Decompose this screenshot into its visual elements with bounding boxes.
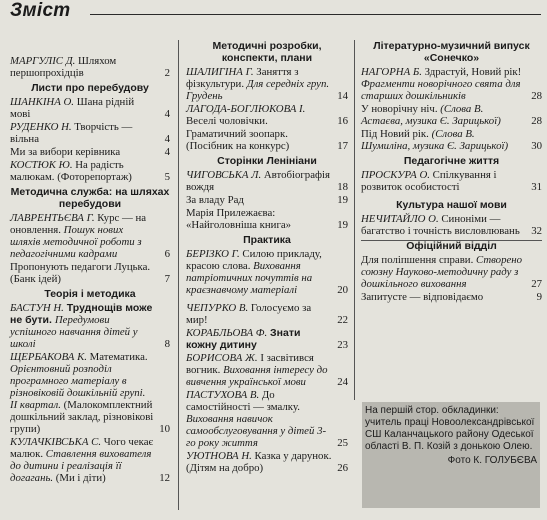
toc-entry[interactable]: ЩЕРБАКОВА К. Математика. Орієнтовний розподіл програмного матеріалу в різновіковій дошкільній групі. II квартал. (Малокомплектний дошкільний заклад, різновікові групи) 10 [10, 351, 170, 435]
toc-entry[interactable]: За владу Рад 19 [186, 194, 348, 206]
column-1 [10, 40, 170, 485]
toc-entry[interactable]: Ми за вибори керівника 4 [10, 146, 170, 158]
toc-entry[interactable]: Пропонують педагоги Луцька. (Банк ідей) 7 [10, 261, 170, 285]
toc-entry[interactable]: У новорічну ніч. (Слова В. Астаєва, музика Є. Зарицької) 28 [361, 103, 542, 127]
column-divider [354, 40, 355, 400]
section-heading: Практика [243, 234, 291, 246]
column-3 [361, 40, 542, 304]
toc-entry[interactable]: ШАЛИГІНА Г. Заняття з фізкультури. Для середніх груп. Грудень 14 [186, 66, 348, 102]
toc-entry[interactable]: БОРИСОВА Ж. І засвітився вогник. Виховання інтересу до вивчення української мови 24 [186, 352, 348, 388]
column-2 [186, 40, 348, 475]
section-heading: Літературно-музичний випуск «Сонечко» [373, 40, 530, 64]
page-number: 28 [531, 115, 542, 127]
page-number: 18 [337, 181, 348, 193]
cover-caption-box [362, 402, 540, 508]
page-number: 17 [337, 140, 348, 152]
page-number: 9 [536, 291, 542, 303]
section-heading: Педагогічне життя [403, 155, 500, 167]
section-heading: Листи про перебудову [31, 82, 149, 94]
toc-entry[interactable]: ЛАВРЕНТЬЄВА Г. Курс — на оновлення. Пошук нових шляхів методичної роботи з педагогічними кадрами 6 [10, 212, 170, 260]
page-number: 19 [337, 219, 348, 231]
page-number: 12 [159, 472, 170, 484]
toc-entry[interactable]: КУЛАЧКІВСЬКА С. Чого чекає малюк. Ставлення вихователя до дитини і реалізація її догагань. (Ми і діти) 12 [10, 436, 170, 484]
toc-entry[interactable]: Під Новий рік. (Слова В. Шумиліна, музика Є. Зарицької) 30 [361, 128, 542, 152]
page-number: 20 [337, 284, 348, 296]
page-number: 4 [164, 133, 170, 145]
page-number: 8 [164, 338, 170, 350]
toc-entry[interactable]: Запитусте — відповідаємо 9 [361, 291, 542, 303]
toc-entry[interactable]: Граматичний зоопарк. (Посібник на конкурс) 17 [186, 128, 348, 152]
page-title: Зміст [10, 0, 71, 21]
page-number: 23 [337, 339, 348, 351]
page-number: 27 [531, 278, 542, 290]
page-number: 26 [337, 462, 348, 474]
toc-entry[interactable]: Для поліпшення справи. Створено союзну Науково-методичну раду з дошкільного виховання 27 [361, 254, 542, 290]
page-number: 4 [164, 146, 170, 158]
page-number: 4 [164, 108, 170, 120]
page-number: 24 [337, 376, 348, 388]
toc-entry[interactable]: ПАСТУХОВА В. До самостійності — змалку. Виховання навичок самообслуговування у дітей 3-го року життя 25 [186, 389, 348, 449]
page-number: 6 [164, 248, 170, 260]
page-number: 32 [531, 225, 542, 237]
page-number: 25 [337, 437, 348, 449]
toc-entry[interactable]: РУДЕНКО Н. Творчість — вільна 4 [10, 121, 170, 145]
toc-entry[interactable]: ЛАГОДА-БОГЛЮКОВА І. Веселі чоловічки. 16 [186, 103, 348, 127]
page-number: 28 [531, 90, 542, 102]
section-heading: Офіційний відділ [406, 240, 497, 252]
toc-entry[interactable]: БЕРІЗКО Г. Силою прикладу, красою слова. Виховання патріотичних почуттів на краєзнавчому матеріалі 20 [186, 248, 348, 296]
toc-entry[interactable]: НАГОРНА Б. Здрастуй, Новий рік! Фрагменти новорічного свята для старших дошкільників 28 [361, 66, 542, 102]
page-number: 16 [337, 115, 348, 127]
toc-entry[interactable]: ЧЕПУРКО В. Голосуємо за мир! 22 [186, 302, 348, 326]
page-number: 14 [337, 90, 348, 102]
section-heading: Методичні розробки, конспекти, плани [212, 40, 322, 64]
cover-caption: На першій стор. обкладинки: учитель праці Новоолександрівської СШ Каланчацького району Одеської області В. П. Козій з донькою Олею. [365, 405, 535, 452]
title-rule [90, 14, 541, 15]
page-number: 7 [164, 273, 170, 285]
page-number: 31 [531, 181, 542, 193]
photo-credit: Фото К. ГОЛУБЄВА [447, 455, 537, 466]
section-heading: Сторінки Ленініани [217, 155, 317, 167]
column-divider [178, 40, 179, 510]
toc-entry[interactable]: КОРАБЛЬОВА Ф. Знати кожну дитину 23 [186, 327, 348, 351]
toc-entry[interactable]: НЕЧИТАЙЛО О. Синоніми — багатство і точність висловлювань 32 [361, 213, 542, 237]
toc-entry[interactable]: ПРОСКУРА О. Спілкування і розвиток особистості 31 [361, 169, 542, 193]
toc-entry[interactable]: Марія Прилежаєва: «Найголовніша книга» 19 [186, 207, 348, 231]
toc-entry[interactable]: КОСТЮК Ю. На радість малюкам. (Фоторепортаж) 5 [10, 159, 170, 183]
toc-entry[interactable]: ЧИГОВСЬКА Л. Автобіографія вождя 18 [186, 169, 348, 193]
page-number: 10 [159, 423, 170, 435]
page-number: 5 [164, 171, 170, 183]
toc-entry[interactable]: ШАНКІНА О. Шана рідній мові 4 [10, 96, 170, 120]
toc-entry[interactable]: БАСТУН Н. Труднощів може не бути. Передумови успішного навчання дітей у школі 8 [10, 302, 170, 350]
page-number: 30 [531, 140, 542, 152]
page-number: 22 [337, 314, 348, 326]
page-number: 2 [164, 67, 170, 79]
section-heading: Теорія і методика [44, 288, 136, 300]
page-number: 19 [337, 194, 348, 206]
toc-entry[interactable]: УЮТНОВА Н. Казка у дарунок. (Дітям на добро) 26 [186, 450, 348, 474]
section-heading: Культура нашої мови [396, 199, 507, 211]
toc-entry[interactable]: МАРГУЛІС Д. Шляхом першопрохідців 2 [10, 55, 170, 79]
section-heading: Методична служба: на шляхах перебудови [10, 186, 170, 210]
